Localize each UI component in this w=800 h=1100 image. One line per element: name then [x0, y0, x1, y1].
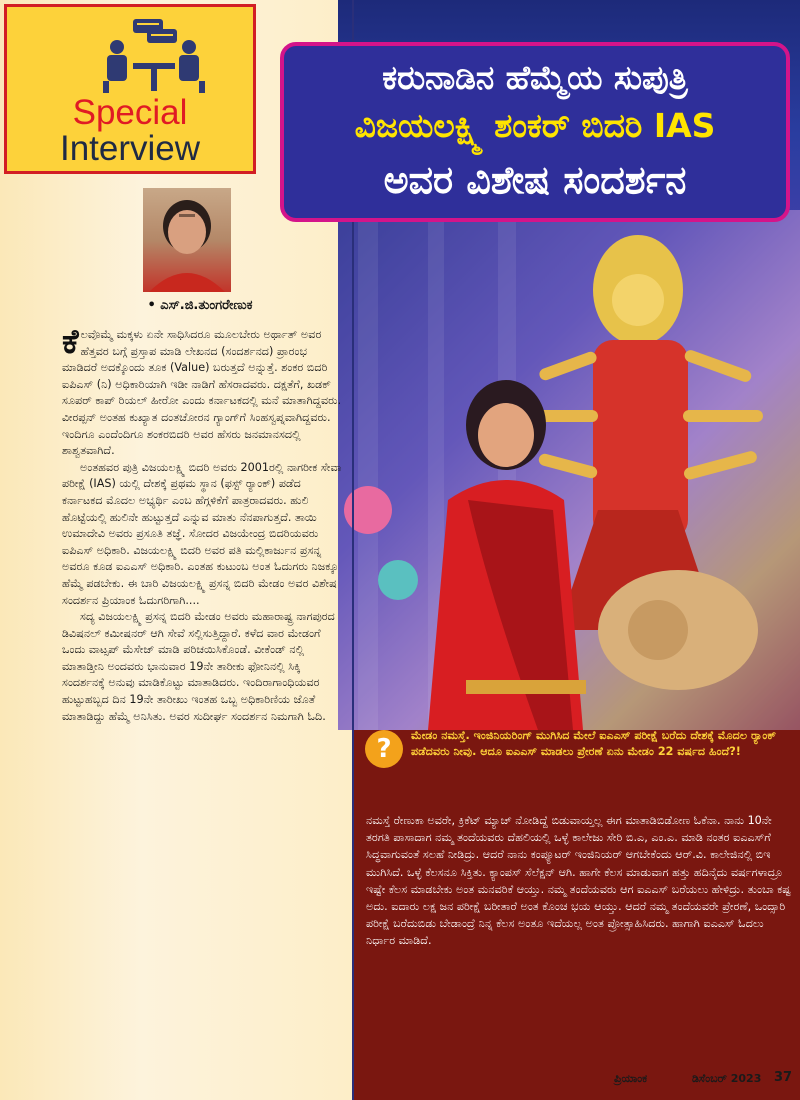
headline-line-1: ಕರುನಾಡಿನ ಹೆಮ್ಮೆಯ ಸುಪುತ್ರಿ — [382, 58, 688, 97]
headline-line-3: ಅವರ ವಿಶೇಷ ಸಂದರ್ಶನ — [383, 158, 687, 202]
badge-title-special: Special — [72, 93, 188, 132]
article-body — [62, 322, 344, 725]
page-number: 37 — [774, 1070, 793, 1085]
interview-answer: ನಮಸ್ತೆ ರೇಣುಕಾ ಅವರೇ, ಕ್ರಿಕೆಟ್ ಮ್ಯಾಚ್ ನೋಡಿದ್ದೆ ಬಿಡುವಾಯ್ತಲ್ಲ ಈಗ ಮಾತಾಡಿಬಿಡೋಣ ಓಕೆನಾ. ನಾನು 10ನೇ ತರಗತಿ ಪಾಸಾದಾಗ ನಮ್ಮ ತಂದೆಯವರು ದೆಹಲಿಯಲ್ಲಿ ಒಳ್ಳೆ ಕಾಲೇಜು ಸೇರಿ ಬಿ.ಎ, ಎಂ.ಎ. ಮಾಡಿ ನಂತರ ಐಎಎಸ್‌ಗೆ ಸಿದ್ಧವಾಗುವಂತೆ ಸಲಹೆ ನೀಡಿದ್ರು. ಆದರೆ ನಾನು ಕಂಪ್ಯೂಟರ್ ಇಂಜಿನಿಯರ್ ಆಗಬೇಕೆಂದು ಆರ್.ವಿ. ಕಾಲೇಜಿನಲ್ಲಿ ಬಿಇ ಮುಗಿಸಿದೆ. ಒಳ್ಳೆ ಕೆಲಸನೂ ಸಿಕ್ತಿತು. ಕ್ಯಾಂಪಸ್ ಸೆಲೆಕ್ಷನ್ ಆಗಿ. ಹಾಗೇ ಕೆಲಸ ಮಾಡುವಾಗ ಹತ್ತು ಹದಿನೈದು ವರ್ಷಗಳಾದ್ರೂ ಇಷ್ಟೇ ಕೆಲಸ ಮಾಡಬೇಕು ಅಂತ ಮನವರಿಕೆ ಆಯ್ತು. ನಮ್ಮ ತಂದೆಯವರು ಆಗ ಐಎಎಸ್ ಬರೆಯಲು ಹೇಳಿದ್ರು. ತುಂಬಾ ಕಷ್ಟ ಅದು. ಐದಾರು ಲಕ್ಷ ಜನ ಪರೀಕ್ಷೆ ಬರೀತಾರೆ ಅಂತ ಕೊಂಚ ಭಯ ಆಯ್ತು. ಆದರೆ ನಮ್ಮ ತಂದೆಯವರೇ ಪ್ರೇರಣೆ, ಒಂದ್ಸಾರಿ ಪರೀಕ್ಷೆ ಬರೆದುಬಿಡು ಬೇಡಾಂದ್ರೆ ನಿನ್ನ ಕೆಲಸ ಅಂತೂ ಇದೆಯಲ್ಲ ಅಂತ ಪ್ರೋತ್ಸಾಹಿಸಿದರು. ಹಾಗಾಗಿ ಐಎಎಸ್ ಓದಲು ನಿರ್ಧಾರ ಮಾಡಿದೆ. — [366, 814, 791, 948]
interview-people-icon — [99, 17, 209, 95]
cover-photo — [338, 210, 800, 730]
article-paragraph-2: ಅಂತಹವರ ಪುತ್ರಿ ವಿಜಯಲಕ್ಷ್ಮಿ ಬಿದರಿ ಅವರು 2001ರಲ್ಲಿ ನಾಗರೀಕ ಸೇವಾ ಪರೀಕ್ಷೆ (IAS) ಯಲ್ಲಿ ದೇಶಕ್ಕೆ ಪ್ರಥಮ ಸ್ಥಾನ (ಫಸ್ಟ್ ರ್‍ಯಾಂಕ್) ಪಡೆದ ಕರ್ನಾಟಕದ ಮೊದಲ ಅಭ್ಯರ್ಥಿ ಎಂಬ ಹೆಗ್ಗಳಿಕೆಗೆ ಪಾತ್ರರಾದವರು. ಹುಲಿ ಹೊಟ್ಟೆಯಲ್ಲಿ ಹುಲಿನೇ ಹುಟ್ಟುತ್ತದೆ ಎನ್ನುವ ಮಾತು ನೆನಪಾಗುತ್ತದೆ. ತಾಯಿ ಉಮಾದೇವಿ ಅವರು ಪ್ರಸೂತಿ ತಜ್ಞೆ. ಸೋದರ ವಿಜಯೇಂದ್ರ ಬಿದರಿಯವರು ಐಪಿಎಸ್ ಅಧಿಕಾರಿ. ವಿಜಯಲಕ್ಷ್ಮಿ ಬಿದರಿ ಅವರ ಪತಿ ಮಲ್ಲಿಕಾರ್ಜುನ ಪ್ರಸನ್ನ ಅವರೂ ಕೂಡ ಐಎಎಸ್ ಅಧಿಕಾರಿ. ಎಂತಹ ಕುಟುಂಬ ಅಂತ ಓದುಗರು ನಿಜಕ್ಕೂ ಹೆಮ್ಮೆ ಪಡಬೇಕು. ಈ ಬಾರಿ ವಿಜಯಲಕ್ಷ್ಮಿ ಪ್ರಸನ್ನ ಬಿದರಿ ಮೇಡಂ ಅವರ ವಿಶೇಷ ಸಂದರ್ಶನ ಪ್ರಿಯಾಂಕ ಓದುಗರಿಗಾಗಿ.... — [62, 460, 342, 607]
interview-question — [365, 728, 785, 798]
question-text: ಮೇಡಂ ನಮಸ್ತೆ. ಇಂಜಿನಿಯರಿಂಗ್ ಮುಗಿಸಿದ ಮೇಲೆ ಐಎಎಸ್ ಪರೀಕ್ಷೆ ಬರೆದು ದೇಶಕ್ಕೆ ಮೊದಲ ರ್‍ಯಾಂಕ್ ಪಡೆದವರು ನೀವು. ಆದೂ ಐಎಎಸ್ ಮಾಡಲು ಪ್ರೇರಣೆ ಏನು ಮೇಡಂ 22 ವರ್ಷದ ಹಿಂದೆ?! — [411, 729, 777, 758]
article-paragraph-1: ಕೆಲವೊಮ್ಮೆ ಮಕ್ಕಳು ಏನೇ ಸಾಧಿಸಿದರೂ ಮೂಲಬೇರು ಅರ್ಥಾತ್ ಅವರ ಹೆತ್ತವರ ಬಗ್ಗೆ ಪ್ರಸ್ತಾಪ ಮಾಡಿ ಲೇಖನದ (ಸಂದರ್ಶನದ) ಪ್ರಾರಂಭ ಮಾಡಿದರೆ ಅದಕ್ಕೊಂದು ತೂಕ (Value) ಬರುತ್ತದೆ ಅನ್ನುತ್ತೆ. ಶಂಕರ ಬಿದರಿ ಐಪಿಎಸ್ (ನಿ) ಅಧಿಕಾರಿಯಾಗಿ ಇಡೀ ನಾಡಿಗೆ ಹೆಸರಾದವರು. ದಕ್ಷತೆಗೆ, ಖಡಕ್ ಸೂಪರ್ ಕಾಪ್ ರಿಯಲ್ ಹೀರೋ ಎಂದು ಕರ್ನಾಟಕದಲ್ಲಿ ಮನೆ ಮಾತಾಗಿದ್ದವರು. ವೀರಪ್ಪನ್ ಅಂತಹ ಕುಖ್ಯಾತ ದಂತಚೋರನ ಗ್ಯಾಂಗ್‌ಗೆ ಸಿಂಹಸ್ವಪ್ನವಾಗಿದ್ದವರು. ಇಂದಿಗೂ ಎಂದೆಂದಿಗೂ ಶಂಕರಬಿದರಿ ಅವರ ಹೆಸರು ಜನಮಾನಸದಲ್ಲಿ ಶಾಶ್ವತವಾಗಿದೆ. — [62, 322, 342, 458]
badge-title-interview: Interview — [59, 129, 201, 168]
headline-box — [280, 42, 790, 222]
headline-line-2: ವಿಜಯಲಕ್ಷ್ಮಿ ಶಂಕರ್ ಬಿದರಿ IAS — [354, 106, 716, 145]
article-paragraph-3: ಸದ್ಯ ವಿಜಯಲಕ್ಷ್ಮಿ ಪ್ರಸನ್ನ ಬಿದರಿ ಮೇಡಂ ಅವರು ಮಹಾರಾಷ್ಟ್ರ ನಾಗಪುರದ ಡಿವಿಷನಲ್ ಕಮೀಷನರ್ ಆಗಿ ಸೇವೆ ಸಲ್ಲಿಸುತ್ತಿದ್ದಾರೆ. ಕಳೆದ ವಾರ ಮೇಡಂಗೆ ಒಂದು ವಾಟ್ಸಪ್ ಮೆಸೇಜ್ ಮಾಡಿ ಪರಿಚಯಿಸಿಕೊಂಡೆ. ವೀಕೆಂಡ್ ನಲ್ಲಿ ಮಾತಾಡ್ತೀನಿ ಅಂದವರು ಭಾನುವಾರ 19ನೇ ತಾರೀಕು ಫೋನಿನಲ್ಲಿ ಸಿಕ್ಕಿ ಸಂದರ್ಶನಕ್ಕೆ ಅನುವು ಮಾಡಿಕೊಟ್ಟು ಮಾತಾಡಿದರು. ಇಂದಿರಾಗಾಂಧಿಯವರ ಹುಟ್ಟುಹಬ್ಬದ ದಿನ 19ನೇ ತಾರೀಖು ಇಂತಹ ಒಬ್ಬ ಅಧಿಕಾರಿಣಿಯ ಜೊತೆ ಮಾತಾಡಿದ್ದು ಹೆಮ್ಮೆ ಅನಿಸಿತು. ಅವರ ಸುದೀರ್ಘ ಸಂದರ್ಶನ ನಿಮಗಾಗಿ ಓದಿ. — [62, 610, 335, 723]
magazine-name: ಪ್ರಿಯಾಂಕ — [614, 1072, 648, 1085]
issue-month: ಡಿಸೆಂಬರ್ 2023 — [692, 1072, 762, 1085]
goddess-and-person-illustration — [338, 210, 800, 730]
author-byline: • ಎಸ್.ಜಿ.ತುಂಗರೇಣುಕ — [147, 298, 253, 313]
drop-cap: ಕೆ — [62, 322, 79, 362]
special-interview-badge — [4, 4, 256, 174]
page-footer — [604, 1068, 800, 1092]
question-mark-icon: ? — [365, 730, 403, 768]
author-portrait — [143, 188, 231, 292]
